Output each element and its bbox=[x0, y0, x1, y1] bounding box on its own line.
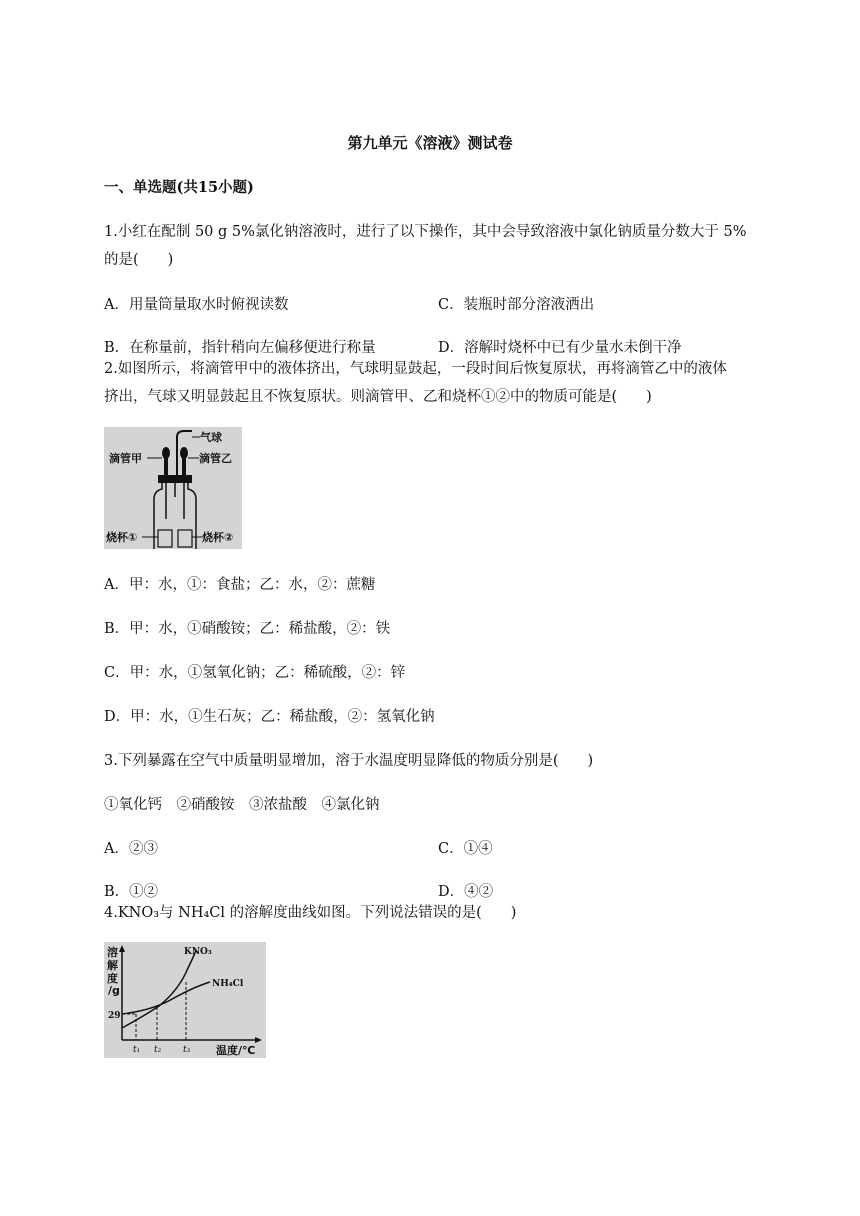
q3-option-c: C．①④ bbox=[438, 841, 493, 857]
section-heading: 一、单选题(共15小题) bbox=[104, 179, 254, 196]
q3-option-b: B．①② bbox=[104, 884, 159, 900]
y-axis-label-3: 度 bbox=[107, 972, 118, 985]
beaker-1-label: 烧杯① bbox=[106, 531, 138, 544]
q1-option-b: B．在称量前，指针稍向左偏移便进行称量 bbox=[104, 340, 376, 356]
kno3-curve-label: KNO₃ bbox=[184, 947, 212, 957]
q2-stem-line2: 挤出，气球又明显鼓起且不恢复原状。则滴管甲、乙和烧杯①②中的物质可能是( ) bbox=[104, 389, 652, 405]
q2-option-b: B．甲：水，①硝酸铵；乙：稀盐酸，②：铁 bbox=[104, 621, 391, 637]
q1-option-a: A．用量筒量取水时俯视读数 bbox=[104, 297, 289, 313]
y-axis-label-4: /g bbox=[108, 984, 120, 997]
q4-stem: 4.KNO₃与 NH₄Cl 的溶解度曲线如图。下列说法错误的是( ) bbox=[104, 905, 517, 921]
nh4cl-curve-label: NH₄Cl bbox=[212, 979, 244, 989]
q3-items: ①氧化钙 ②硝酸铵 ③浓盐酸 ④氯化钠 bbox=[104, 797, 380, 813]
q3-option-d: D．④② bbox=[438, 884, 494, 900]
balloon-label: 气球 bbox=[200, 431, 222, 444]
x-tick-t3: t₃ bbox=[183, 1045, 191, 1055]
q2-stem-line1: 2.如图所示，将滴管甲中的液体挤出，气球明显鼓起，一段时间后恢复原状，再将滴管乙中的液体 bbox=[104, 361, 727, 377]
q2-option-c: C．甲：水，①氢氧化钠；乙：稀硫酸，②：锌 bbox=[104, 665, 406, 681]
y-axis-label-1: 溶 bbox=[107, 946, 118, 959]
q2-option-a: A．甲：水，①：食盐；乙：水，②：蔗糖 bbox=[104, 577, 376, 593]
q1-option-c: C．装瓶时部分溶液洒出 bbox=[438, 297, 595, 313]
y-tick-29: 29 bbox=[108, 1011, 121, 1021]
q3-stem: 3.下列暴露在空气中质量明显增加，溶于水温度明显降低的物质分别是( ) bbox=[104, 753, 594, 769]
q1-stem-line1: 1.小红在配制 50 g 5%氯化钠溶液时，进行了以下操作，其中会导致溶液中氯化钠质量分数大于 5% bbox=[104, 224, 747, 240]
q3-option-a: A．②③ bbox=[104, 841, 158, 857]
q2-option-d: D．甲：水，①生石灰；乙：稀盐酸，②：氢氧化钠 bbox=[104, 709, 435, 725]
y-axis-label-2: 解 bbox=[107, 959, 118, 972]
dropper-a-label: 滴管甲 bbox=[109, 452, 142, 465]
solubility-curve-figure bbox=[104, 942, 266, 1058]
x-axis-label: 温度/℃ bbox=[216, 1044, 256, 1057]
x-tick-t2: t₂ bbox=[154, 1045, 162, 1055]
beaker-2-label: 烧杯② bbox=[202, 531, 234, 544]
page-title: 第九单元《溶液》测试卷 bbox=[347, 134, 513, 152]
dropper-b-label: 滴管乙 bbox=[199, 452, 232, 465]
apparatus-figure bbox=[104, 427, 242, 549]
q1-option-d: D．溶解时烧杯中已有少量水未倒干净 bbox=[438, 340, 682, 356]
x-tick-t1: t₁ bbox=[133, 1045, 141, 1055]
q1-stem-line2: 的是( ) bbox=[104, 252, 174, 268]
